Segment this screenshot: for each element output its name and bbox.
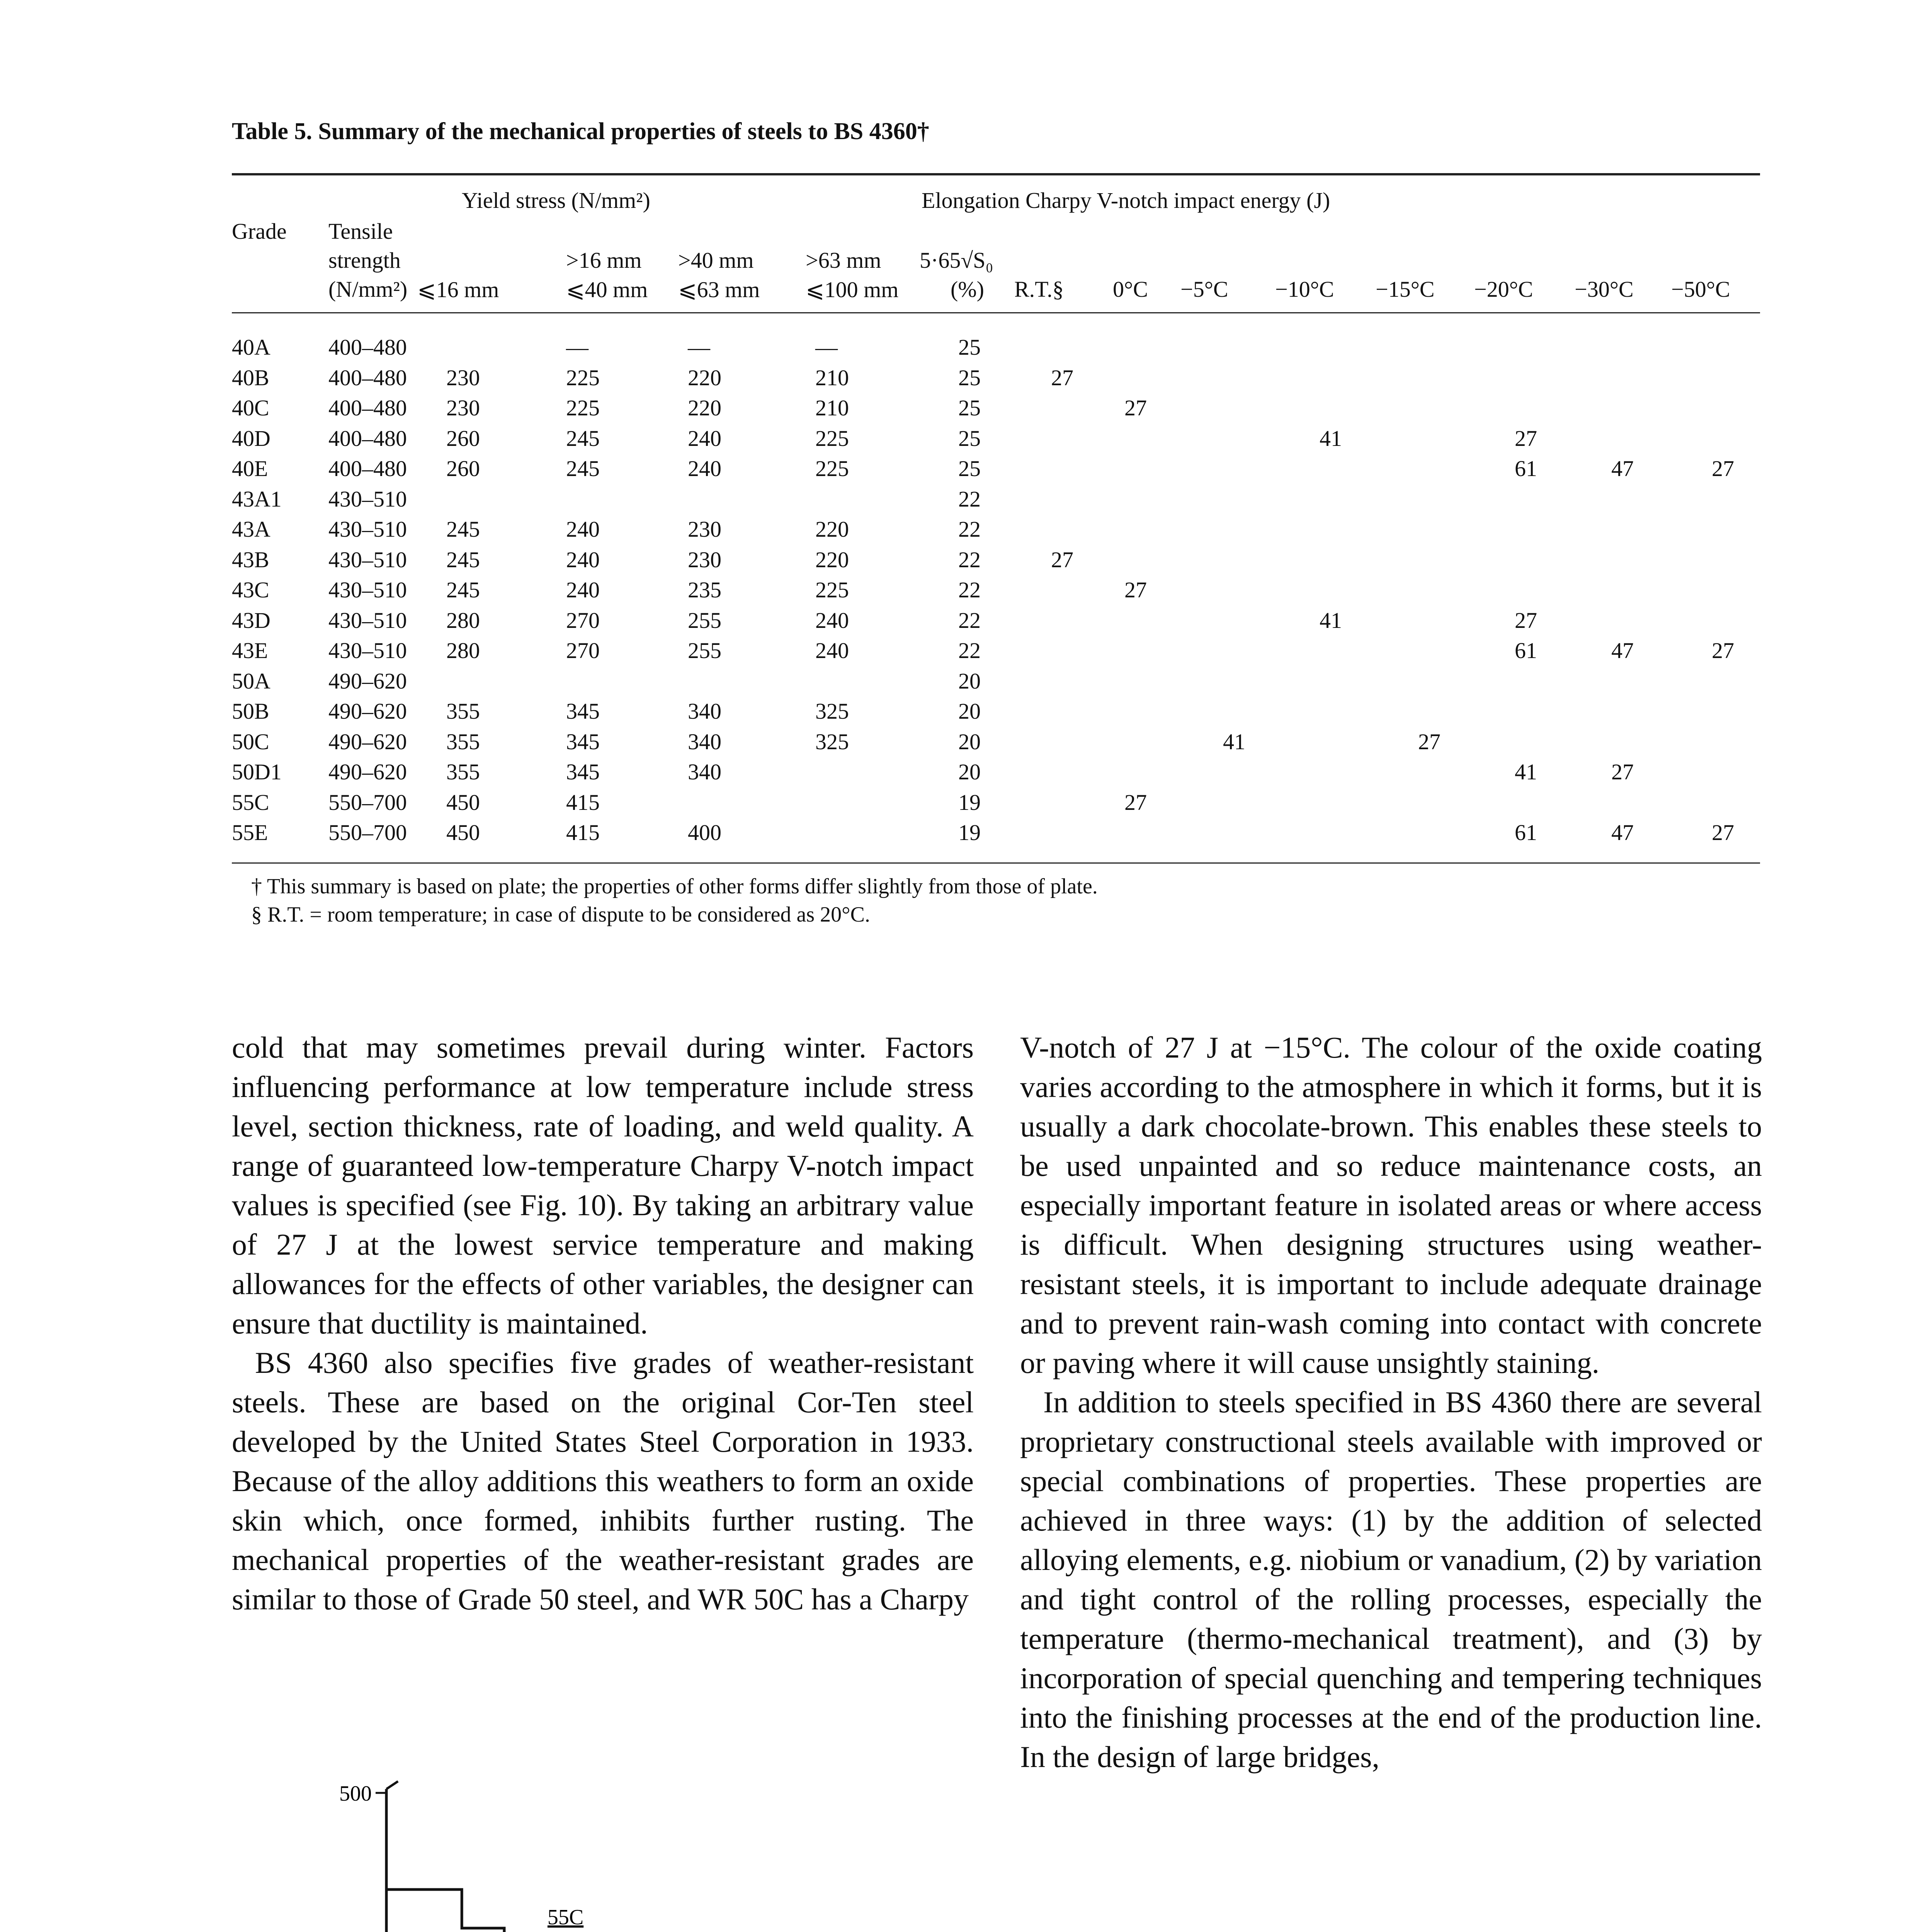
table-cell-y3: 255 (688, 638, 721, 663)
yield-col-4-header-l1: >63 mm (806, 248, 881, 273)
table-cell-elong: 20 (958, 668, 981, 694)
table-cell-y2: 345 (566, 729, 600, 754)
table-cell-y1: 280 (446, 638, 480, 663)
table-cell-grade: 40A (232, 335, 270, 360)
right-paragraph-2: In addition to steels specified in BS 4360 there are several proprietary constructional steels available with improved or special combinations of properties. These properties are achieved in three ways: (1) by the addition of selected alloying elements, e.g. niobium or vanadium, (2) by variation and tight control of the rolling processes, especially the temperature (thermo-mechanical treatment), and (3) by incorporation of special quenching and tempering techniques into the finishing processes at the end of the production line. In the design of large bridges, (1020, 1385, 1762, 1774)
table-cell-y2: 240 (566, 577, 600, 602)
table-cell-tensile: 430–510 (328, 607, 407, 633)
table-cell-elong: 22 (958, 517, 981, 542)
yield-col-2-header-l2: ⩽40 mm (566, 277, 648, 302)
table-cell-y3: 230 (688, 547, 721, 572)
table-cell-y1: 355 (446, 759, 480, 784)
table-cell-tensile: 400–480 (328, 395, 407, 420)
table-cell-rt: 27 (1051, 547, 1073, 572)
table-cell-y2: 225 (566, 365, 600, 390)
table-bottom-rule (232, 862, 1760, 864)
table-footnote-1: † This summary is based on plate; the properties of other forms differ slightly from those of plate. (251, 874, 1098, 898)
yield-col-4-header-l2: ⩽100 mm (806, 277, 899, 302)
temp-header-rt: R.T.§ (1014, 277, 1064, 302)
temp-header-m5: −5°C (1180, 277, 1228, 302)
tensile-header-l1: Tensile (328, 219, 393, 244)
fig9-y-tick-label: 500 (339, 1782, 372, 1806)
table-cell-grade: 50C (232, 729, 269, 754)
table-cell-tensile: 430–510 (328, 577, 407, 602)
table-cell-y4: 325 (815, 729, 849, 754)
table-cell-y1: 230 (446, 395, 480, 420)
table-cell-grade: 40C (232, 395, 269, 420)
table-cell-y3: 235 (688, 577, 721, 602)
table-cell-m20: 27 (1515, 607, 1537, 633)
yield-col-2-header-l1: >16 mm (566, 248, 642, 273)
table-cell-tensile: 400–480 (328, 425, 407, 451)
table-cell-y2: 345 (566, 759, 600, 784)
table-cell-elong: 19 (958, 820, 981, 845)
table-cell-tensile: 430–510 (328, 547, 407, 572)
table-cell-c0: 27 (1124, 577, 1147, 602)
table-cell-tensile: 490–620 (328, 699, 407, 724)
temp-header-m20: −20°C (1474, 277, 1533, 302)
table-cell-grade: 40D (232, 425, 270, 451)
table-cell-y1: 450 (446, 789, 480, 815)
table-cell-y2: 245 (566, 425, 600, 451)
table-cell-grade: 50B (232, 699, 269, 724)
table-cell-y2: 240 (566, 547, 600, 572)
table-cell-y3: 220 (688, 395, 721, 420)
table-cell-grade: 43C (232, 577, 269, 602)
table-cell-elong: 20 (958, 699, 981, 724)
table-cell-m20: 27 (1515, 425, 1537, 451)
table-cell-y1: 450 (446, 820, 480, 845)
table-cell-y3: 340 (688, 699, 721, 724)
table-cell-grade: 50D1 (232, 759, 282, 784)
table-cell-y3: 340 (688, 729, 721, 754)
table-cell-elong: 20 (958, 729, 981, 754)
table-cell-grade: 43B (232, 547, 269, 572)
table-cell-m30: 47 (1611, 638, 1634, 663)
table-cell-y3: 255 (688, 607, 721, 633)
table-cell-m50: 27 (1712, 638, 1734, 663)
temp-header-m50: −50°C (1671, 277, 1730, 302)
table-cell-m5: 41 (1223, 729, 1245, 754)
table-cell-y3: — (688, 335, 710, 360)
table-cell-elong: 25 (958, 365, 981, 390)
table-cell-tensile: 490–620 (328, 668, 407, 694)
table-cell-y1: 260 (446, 456, 480, 481)
table-cell-y2: 225 (566, 395, 600, 420)
fig9-series-line (386, 1889, 504, 1932)
table-cell-tensile: 400–480 (328, 456, 407, 481)
charpy-group-header: Elongation Charpy V-notch impact energy (J) (922, 188, 1330, 213)
table-cell-y3: 220 (688, 365, 721, 390)
table-cell-rt: 27 (1051, 365, 1073, 390)
elongation-header-l2: (%) (951, 277, 984, 302)
table-cell-y2: 415 (566, 789, 600, 815)
table-cell-y2: 270 (566, 607, 600, 633)
table-cell-m20: 41 (1515, 759, 1537, 784)
yield-col-3-header-l1: >40 mm (678, 248, 754, 273)
table-cell-grade: 40E (232, 456, 268, 481)
yield-col-3-header-l2: ⩽63 mm (678, 277, 760, 302)
table-cell-y4: 240 (815, 638, 849, 663)
temp-header-m10: −10°C (1275, 277, 1334, 302)
table-cell-tensile: 430–510 (328, 486, 407, 512)
left-column (232, 1028, 974, 1619)
table-cell-grade: 43E (232, 638, 268, 663)
table-cell-y4: 210 (815, 365, 849, 390)
table-cell-y4: 225 (815, 425, 849, 451)
table-cell-m20: 61 (1515, 638, 1537, 663)
table-cell-elong: 19 (958, 789, 981, 815)
table-footnote-2: § R.T. = room temperature; in case of dispute to be considered as 20°C. (251, 903, 870, 927)
table-cell-y1: 260 (446, 425, 480, 451)
table-cell-y1: 230 (446, 365, 480, 390)
table-cell-m30: 27 (1611, 759, 1634, 784)
table-cell-elong: 25 (958, 335, 981, 360)
table-cell-y2: 415 (566, 820, 600, 845)
table-cell-elong: 22 (958, 547, 981, 572)
table-cell-grade: 55C (232, 789, 269, 815)
table-header-rule (232, 312, 1760, 313)
table-cell-y1: 280 (446, 607, 480, 633)
elongation-header-l1: 5·65√S₀ (920, 248, 993, 273)
table-cell-y2: 270 (566, 638, 600, 663)
table-cell-y4: 225 (815, 577, 849, 602)
table-cell-c0: 27 (1124, 789, 1147, 815)
table-cell-tensile: 490–620 (328, 759, 407, 784)
table-cell-tensile: 550–700 (328, 820, 407, 845)
table-cell-elong: 22 (958, 607, 981, 633)
left-paragraph-1: cold that may sometimes prevail during winter. Factors influencing performance at low temperature include stress level, section thickness, rate of loading, and weld quality. A range of guaranteed low-temperature Charpy V-notch impact values is specified (see Fig. 10). By taking an arbitrary value of 27 J at the lowest service temperature and making allowances for the effects of other variables, the designer can ensure that ductility is maintained. (232, 1031, 974, 1340)
table-cell-tensile: 430–510 (328, 638, 407, 663)
table-cell-y1: 355 (446, 699, 480, 724)
temp-header-m15: −15°C (1376, 277, 1435, 302)
table-cell-y4: — (815, 335, 838, 360)
table-cell-y4: 240 (815, 607, 849, 633)
temp-header-0: 0°C (1113, 277, 1148, 302)
fig9-series-label: 55C (547, 1905, 584, 1929)
grade-header: Grade (232, 219, 287, 244)
table-cell-m30: 47 (1611, 820, 1634, 845)
fig9-chart (270, 1762, 927, 1932)
right-paragraph-1: V-notch of 27 J at −15°C. The colour of the oxide coating varies according to the atmosphere in which it forms, but it is usually a dark chocolate-brown. This enables these steels to be used unpainted and so reduce maintenance costs, an especially important feature in isolated areas or where access is difficult. When designing structures using weather-resistant steels, it is important to include adequate drainage and to prevent rain-wash coming into contact with concrete or paving where it will cause unsightly staining. (1020, 1031, 1762, 1379)
table-cell-y1: 245 (446, 517, 480, 542)
table-cell-elong: 25 (958, 425, 981, 451)
table-cell-elong: 22 (958, 638, 981, 663)
table-cell-y1: 355 (446, 729, 480, 754)
table-cell-y4: 225 (815, 456, 849, 481)
table-cell-tensile: 400–480 (328, 335, 407, 360)
table-cell-tensile: 550–700 (328, 789, 407, 815)
table-cell-elong: 22 (958, 486, 981, 512)
yield-col-1-header: ⩽16 mm (417, 277, 499, 302)
table-title: Table 5. Summary of the mechanical properties of steels to BS 4360† (232, 118, 929, 145)
table-cell-c0: 27 (1124, 395, 1147, 420)
table-cell-y1: 245 (446, 577, 480, 602)
table-cell-grade: 43D (232, 607, 270, 633)
table-cell-y3: 240 (688, 456, 721, 481)
left-paragraph-2: BS 4360 also specifies five grades of weather-resistant steels. These are based on the original Cor-Ten steel developed by the United States Steel Corporation in 1933. Because of the alloy additions this weathers to form an oxide skin which, once formed, inhibits further rusting. The mechanical properties of the weather-resistant grades are similar to those of Grade 50 steel, and WR 50C has a Charpy (232, 1346, 974, 1616)
table-cell-elong: 25 (958, 395, 981, 420)
table-cell-y2: 240 (566, 517, 600, 542)
table-cell-m50: 27 (1712, 456, 1734, 481)
fig9-y-axis-cap (386, 1781, 398, 1789)
table-cell-y3: 340 (688, 759, 721, 784)
table-cell-grade: 43A (232, 517, 270, 542)
table-cell-m20: 61 (1515, 820, 1537, 845)
table-cell-y3: 230 (688, 517, 721, 542)
table-cell-tensile: 430–510 (328, 517, 407, 542)
table-cell-y3: 240 (688, 425, 721, 451)
table-cell-y4: 210 (815, 395, 849, 420)
yield-group-header: Yield stress (N/mm²) (462, 188, 650, 213)
table-cell-m20: 61 (1515, 456, 1537, 481)
table-cell-grade: 43A1 (232, 486, 282, 512)
table-cell-y2: 345 (566, 699, 600, 724)
table-cell-m15: 41 (1320, 425, 1342, 451)
table-cell-tensile: 400–480 (328, 365, 407, 390)
table-cell-grade: 55E (232, 820, 268, 845)
table-cell-elong: 22 (958, 577, 981, 602)
table-cell-m15: 41 (1320, 607, 1342, 633)
tensile-header-l3: (N/mm²) (328, 277, 408, 302)
table-cell-m30: 47 (1611, 456, 1634, 481)
table-cell-m15: 27 (1418, 729, 1440, 754)
table-cell-m50: 27 (1712, 820, 1734, 845)
table-cell-y4: 220 (815, 547, 849, 572)
table-cell-y4: 325 (815, 699, 849, 724)
tensile-header-l2: strength (328, 248, 401, 273)
table-cell-grade: 40B (232, 365, 269, 390)
table-top-rule (232, 173, 1760, 175)
table-cell-y1: 245 (446, 547, 480, 572)
table-cell-y2: 245 (566, 456, 600, 481)
table-cell-y2: — (566, 335, 588, 360)
table-cell-elong: 20 (958, 759, 981, 784)
table-cell-y4: 220 (815, 517, 849, 542)
table-cell-elong: 25 (958, 456, 981, 481)
table-cell-y3: 400 (688, 820, 721, 845)
table-cell-grade: 50A (232, 668, 270, 694)
table-cell-tensile: 490–620 (328, 729, 407, 754)
right-column (1020, 1028, 1762, 1777)
temp-header-m30: −30°C (1575, 277, 1634, 302)
